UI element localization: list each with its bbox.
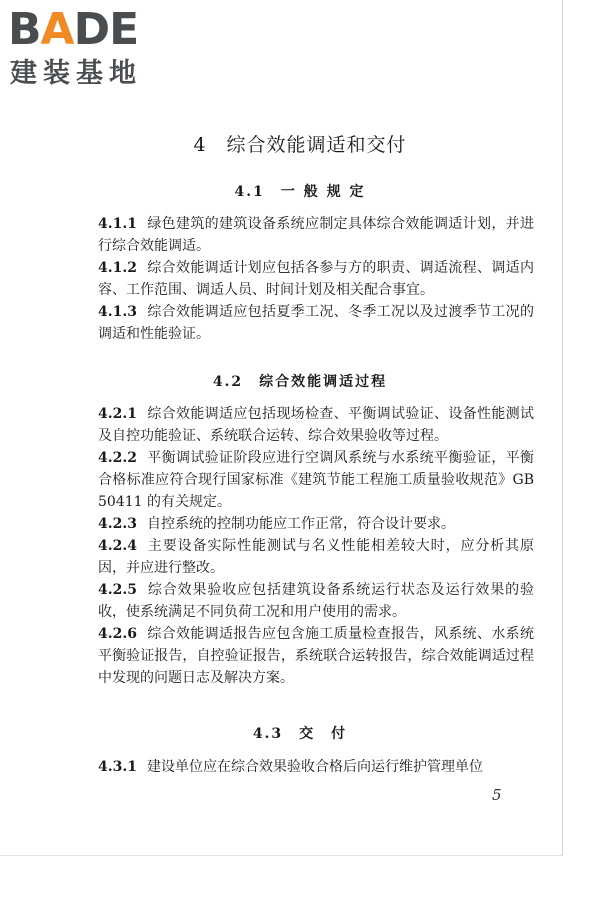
bade-logo	[8, 4, 178, 96]
section-title: 4.2 综合效能调适过程	[212, 374, 388, 390]
clause-number: 4.1.3	[98, 304, 137, 320]
clause-number: 4.2.5	[98, 582, 137, 598]
clause	[98, 447, 534, 513]
clause-text: 建设单位应在综合效果验收合格后向运行维护管理单位	[146, 759, 483, 775]
clause	[98, 301, 534, 345]
clause-number: 4.1.2	[98, 260, 137, 276]
clause-text: 综合效果验收应包括建筑设备系统运行状态及运行效果的验收，使系统满足不同负荷工况和用户使用的需求。	[98, 582, 534, 620]
clause	[98, 513, 534, 535]
clause	[98, 623, 534, 689]
clause-number: 4.1.1	[98, 216, 137, 232]
clause-number: 4.2.4	[98, 538, 137, 554]
clause-text: 综合效能调适应包括夏季工况、冬季工况以及过渡季节工况的调适和性能验证。	[98, 304, 534, 342]
clause	[98, 403, 534, 447]
clause-text: 绿色建筑的建筑设备系统应制定具体综合效能调适计划，并进行综合效能调适。	[98, 216, 534, 254]
clause-text: 主要设备实际性能测试与名义性能相差较大时，应分析其原因，并应进行整改。	[98, 538, 534, 576]
clause-text: 综合效能调适报告应包含施工质量检查报告，风系统、水系统平衡验证报告，自控验证报告，系统联合运转报告，综合效能调适过程中发现的问题日志及解决方案。	[98, 626, 534, 686]
clause-number: 4.3.1	[98, 759, 137, 775]
section-title: 4.1 一 般 规 定	[234, 184, 366, 200]
clause-number: 4.2.2	[98, 450, 137, 466]
section-title: 4.3 交 付	[252, 726, 348, 742]
clause	[98, 579, 534, 623]
clause	[98, 756, 534, 778]
clause-number: 4.2.3	[98, 516, 137, 532]
section-body	[98, 756, 534, 778]
clause	[98, 535, 534, 579]
section-body	[98, 213, 534, 345]
page-bottom-edge	[0, 855, 563, 856]
clause-number: 4.2.1	[98, 406, 137, 422]
chapter-title: 4 综合效能调适和交付	[193, 134, 407, 156]
clause	[98, 257, 534, 301]
clause-text: 综合效能调适计划应包括各参与方的职责、调适流程、调适内容、工作范围、调适人员、时间计划及相关配合事宜。	[98, 260, 534, 298]
page-number: 5	[492, 786, 502, 804]
section-body	[98, 403, 534, 689]
clause-number: 4.2.6	[98, 626, 137, 642]
clause-text: 自控系统的控制功能应工作正常，符合设计要求。	[146, 516, 455, 532]
clause	[98, 213, 534, 257]
logo-subtitle: 建装基地	[10, 58, 142, 89]
clause-text: 平衡调试验证阶段应进行空调风系统与水系统平衡验证，平衡合格标准应符合现行国家标准《建筑节能工程施工质量验收规范》GB 50411 的有关规定。	[98, 450, 534, 510]
clause-text: 综合效能调适应包括现场检查、平衡调试验证、设备性能测试及自控功能验证、系统联合运转、综合效果验收等过程。	[98, 406, 534, 444]
logo-wordmark: BADE	[8, 4, 139, 55]
